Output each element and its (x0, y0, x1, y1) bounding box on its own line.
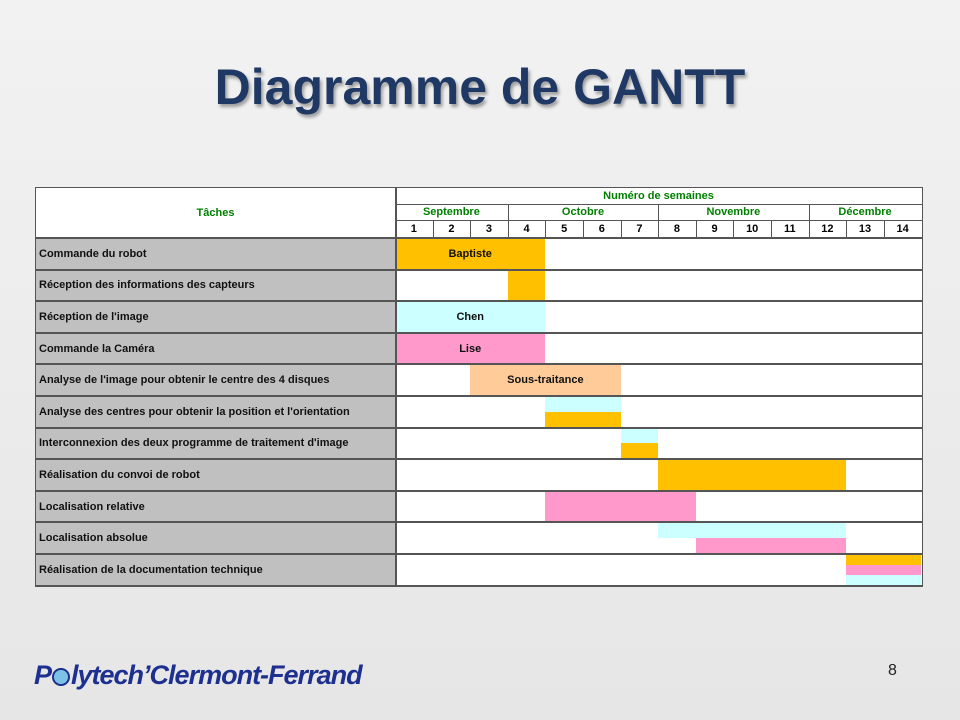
task-bar (621, 429, 659, 444)
page-number: 8 (888, 662, 897, 679)
task-label: Réalisation du convoi de robot (36, 460, 395, 490)
week-number: 9 (711, 222, 718, 235)
grid-line (433, 220, 434, 237)
grid-line (809, 204, 810, 220)
task-bar (658, 523, 846, 538)
grid-line (395, 188, 397, 586)
grid-line (583, 220, 584, 237)
task-label: Commande la Caméra (36, 334, 395, 364)
task-bar (846, 575, 921, 585)
slide-title: Diagramme de GANTT (214, 59, 746, 115)
task-bar (508, 271, 546, 301)
task-bar: Lise (395, 334, 545, 364)
logo-globe-icon (52, 668, 70, 686)
task-label: Localisation absolue (36, 523, 395, 553)
task-label: Réalisation de la documentation technique (36, 555, 395, 585)
task-bar: Baptiste (395, 239, 545, 269)
grid-line (733, 220, 734, 237)
tasks-header: Tâches (196, 206, 235, 219)
task-bar (545, 412, 620, 427)
grid-line (884, 220, 885, 237)
task-label: Analyse des centres pour obtenir la position et l'orientation (36, 397, 395, 427)
task-label: Interconnexion des deux programme de traitement d'image (36, 429, 395, 459)
task-label: Réception des informations des capteurs (36, 271, 395, 301)
week-number: 8 (673, 222, 681, 235)
task-bar: Chen (395, 302, 545, 332)
task-bar (545, 397, 620, 412)
grid-line (621, 220, 622, 237)
grid-line (470, 220, 471, 237)
grid-line (846, 220, 847, 237)
month-header: Octobre (561, 206, 605, 218)
gantt-chart (35, 187, 923, 587)
week-number: 11 (783, 222, 796, 235)
task-bar (846, 555, 921, 565)
grid-line (508, 204, 509, 220)
grid-line (696, 220, 697, 237)
week-number: 7 (636, 222, 643, 235)
week-number: 4 (523, 222, 530, 235)
week-number: 13 (858, 222, 872, 235)
task-bar: Sous-traitance (470, 365, 620, 395)
task-bar (696, 538, 846, 553)
week-number: 5 (561, 222, 568, 235)
weeks-header: Numéro de semaines (603, 190, 714, 202)
week-number: 10 (746, 222, 759, 235)
grid-line (658, 220, 659, 237)
task-label: Réception de l'image (36, 302, 395, 332)
week-number: 6 (598, 222, 605, 235)
task-label: Analyse de l'image pour obtenir le centre des 4 disques (36, 365, 395, 395)
grid-line (658, 204, 659, 220)
month-header: Septembre (422, 206, 480, 218)
grid-line (395, 204, 922, 205)
week-number: 3 (485, 222, 493, 235)
month-header: Novembre (706, 206, 761, 218)
logo-text-prefix: P (34, 660, 52, 690)
grid-line (771, 220, 772, 237)
task-bar (658, 460, 846, 490)
grid-line (809, 220, 810, 237)
task-label: Localisation relative (36, 492, 395, 522)
grid-line (395, 220, 922, 221)
task-label: Commande du robot (36, 239, 395, 269)
task-bar (846, 565, 921, 575)
polytech-logo (34, 660, 362, 696)
week-number: 1 (410, 222, 417, 235)
grid-line (545, 220, 546, 237)
week-number: 2 (448, 222, 455, 235)
logo-text-suffix: lytech’Clermont-Ferrand (71, 660, 362, 690)
month-header: Décembre (838, 206, 892, 218)
week-number: 14 (896, 222, 909, 235)
task-bar (621, 443, 659, 458)
week-number: 12 (821, 222, 834, 235)
grid-line (36, 585, 922, 587)
grid-line (508, 220, 509, 237)
task-bar (545, 492, 695, 522)
